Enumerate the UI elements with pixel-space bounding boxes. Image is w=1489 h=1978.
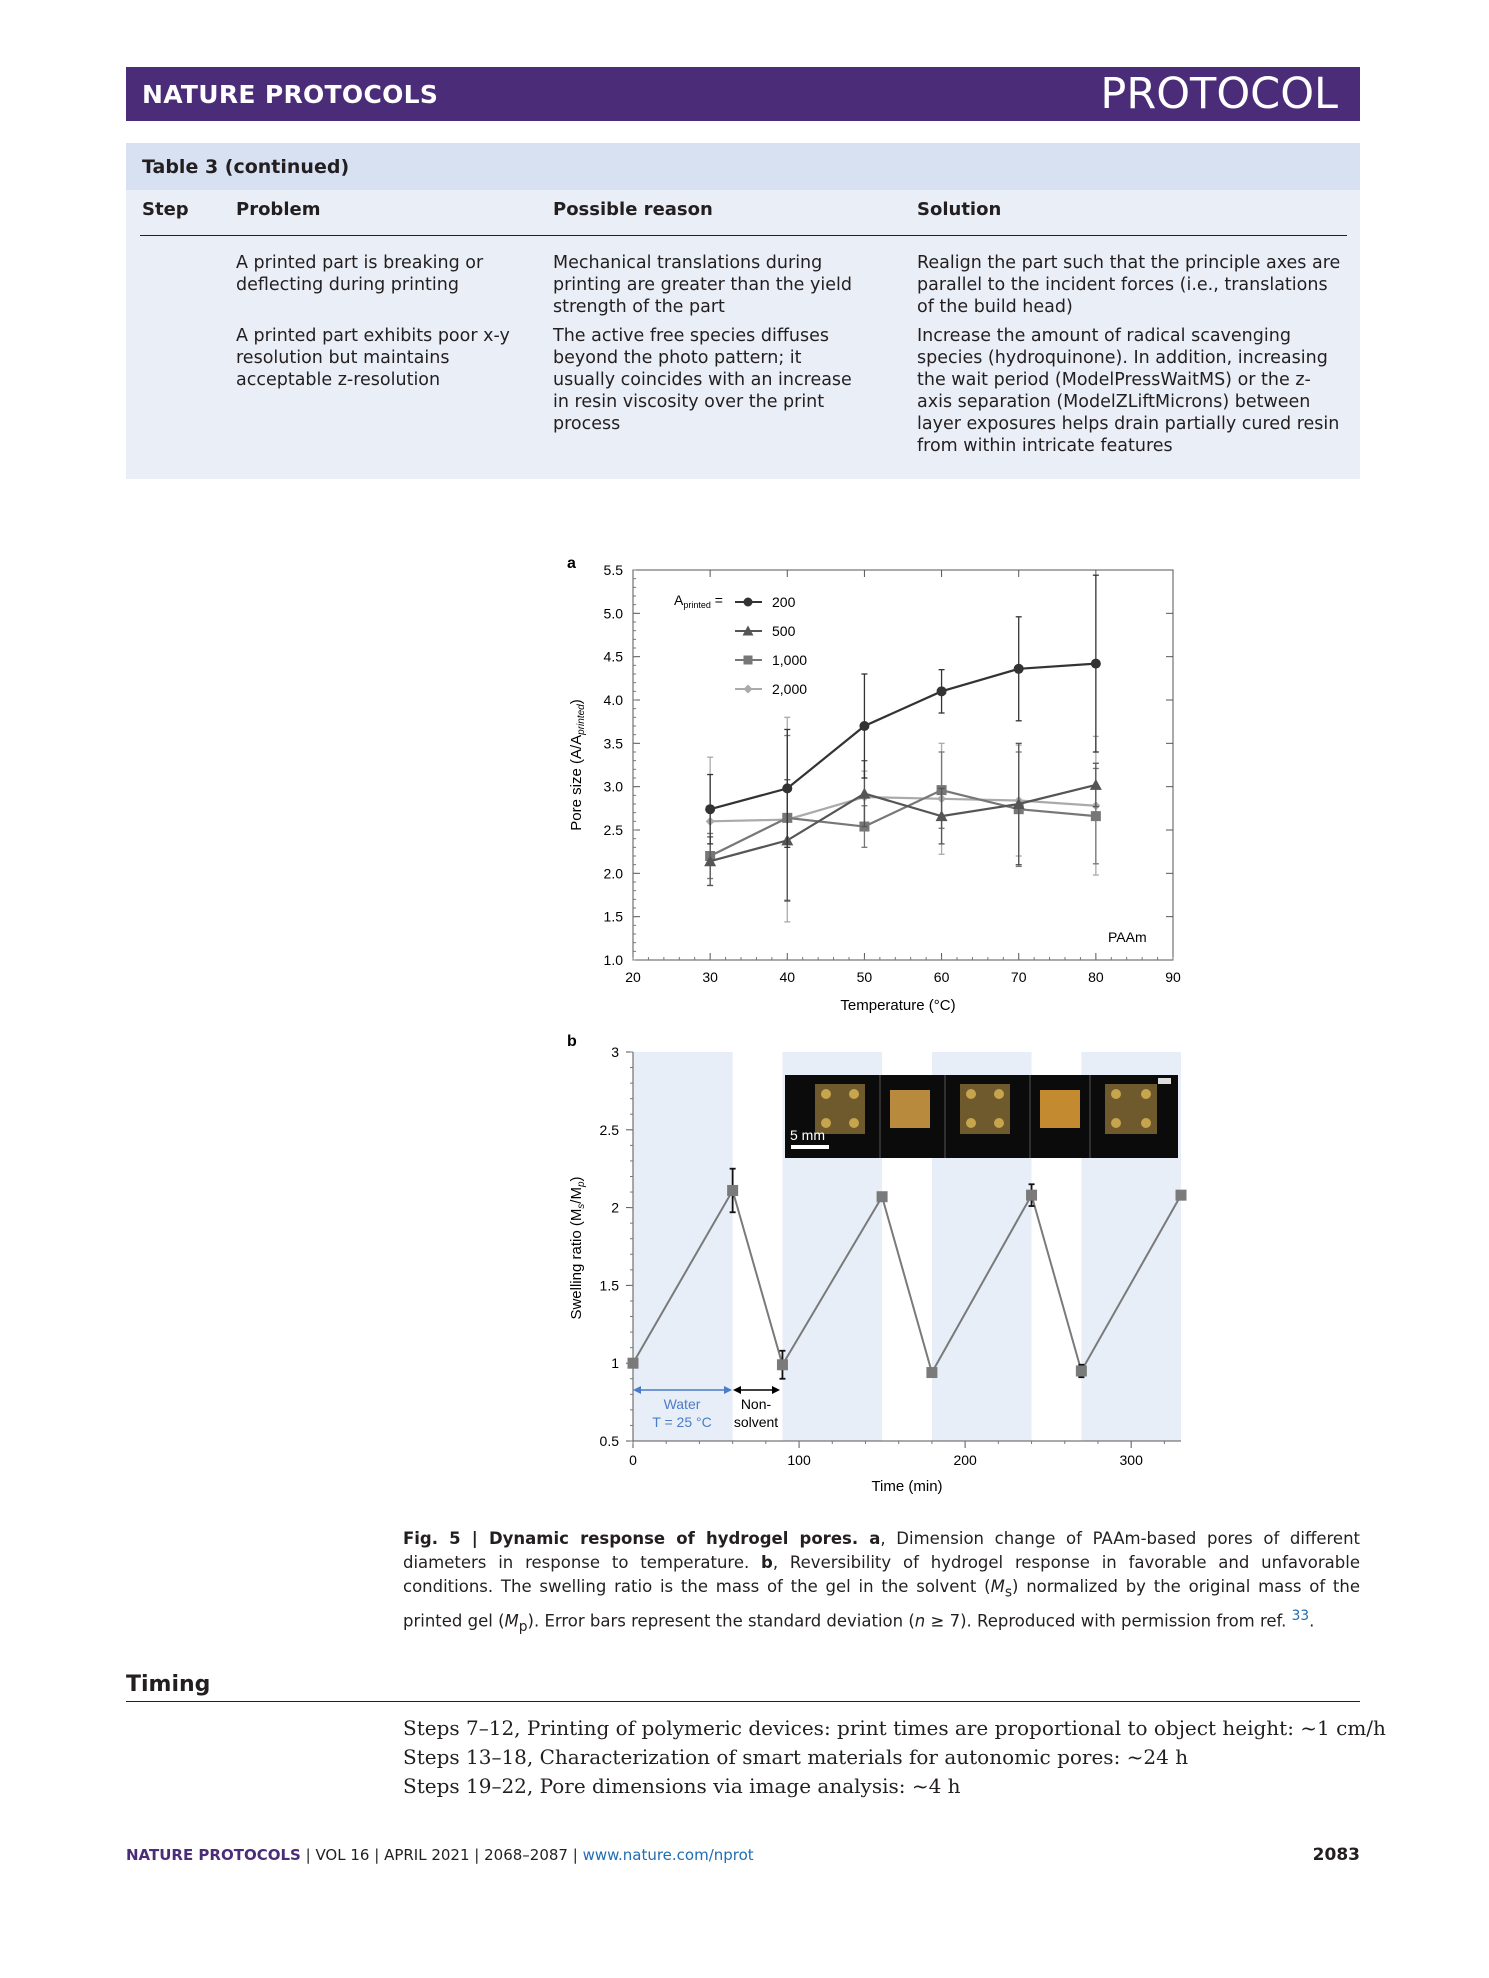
inset-marker bbox=[1158, 1078, 1171, 1084]
caption-text: . bbox=[1309, 1611, 1315, 1631]
x-tick-label: 50 bbox=[856, 969, 873, 985]
chart-a-frame bbox=[633, 570, 1173, 960]
pore-dot bbox=[1141, 1118, 1151, 1128]
footer-journal: NATURE PROTOCOLS bbox=[126, 1846, 301, 1864]
chart-a-annotation: PAAm bbox=[1108, 929, 1147, 945]
legend-label: 200 bbox=[772, 594, 796, 610]
hydrogel-sample-shrunk bbox=[1040, 1090, 1080, 1128]
x-tick-label: 60 bbox=[933, 969, 950, 985]
pore-dot bbox=[1111, 1118, 1121, 1128]
legend-label: 500 bbox=[772, 623, 796, 639]
chart-b-xlabel: Time (min) bbox=[871, 1478, 943, 1495]
timing-heading: Timing bbox=[126, 1672, 211, 1697]
chart-b bbox=[568, 1044, 1187, 1495]
data-point-circle bbox=[705, 804, 715, 814]
pore-dot bbox=[849, 1089, 859, 1099]
table-cell-problem: A printed part exhibits poor x-y resolution but maintains acceptable z-resolution bbox=[236, 326, 510, 390]
data-point-circle bbox=[937, 686, 947, 696]
pore-dot bbox=[849, 1118, 859, 1128]
chart-a-xlabel: Temperature (°C) bbox=[840, 997, 956, 1014]
data-point-square bbox=[727, 1185, 738, 1196]
legend-label: 2,000 bbox=[772, 681, 808, 697]
caption-symbol: M bbox=[990, 1577, 1005, 1596]
y-tick-label: 0.5 bbox=[599, 1433, 619, 1449]
data-point-square bbox=[1091, 811, 1101, 821]
caption-text: ≥ 7). Reproduced with permission from ref. bbox=[925, 1611, 1292, 1631]
caption-text: ) normalized by the original mass of the printed gel ( bbox=[403, 1577, 1361, 1631]
table-cell-solution: Increase the amount of radical scavenging species (hydroquinone). In addition, increasing the wait period (ModelPressWaitMS) or the z-axis separation (ModelZLiftMicrons) between layer exposures helps drain partially cured resin from within intricate features bbox=[917, 326, 1340, 456]
figure-caption bbox=[403, 1527, 1360, 1639]
caption-title: Fig. 5 | Dynamic response of hydrogel pores. a bbox=[403, 1529, 881, 1548]
y-tick-label: 3.5 bbox=[603, 735, 623, 752]
data-point-square bbox=[628, 1358, 639, 1369]
x-tick-label: 90 bbox=[1165, 969, 1181, 985]
journal-name: NATURE PROTOCOLS bbox=[142, 80, 439, 109]
footer-url-link[interactable]: www.nature.com/nprot bbox=[582, 1846, 754, 1864]
y-tick-label: 1.5 bbox=[599, 1277, 619, 1294]
data-point-circle bbox=[859, 721, 869, 731]
caption-text: ). Error bars represent the standard deviation ( bbox=[527, 1611, 915, 1631]
shaded-interval-water bbox=[633, 1052, 733, 1441]
table-cell-solution: Realign the part such that the principle axes are parallel to the incident forces (i.e., translations of the build head) bbox=[917, 253, 1341, 317]
pore-dot bbox=[1141, 1089, 1151, 1099]
footer-date: APRIL 2021 bbox=[384, 1846, 470, 1864]
column-header-problem: Problem bbox=[236, 199, 321, 220]
pore-dot bbox=[994, 1118, 1004, 1128]
pore-dot bbox=[966, 1089, 976, 1099]
y-tick-label: 5.5 bbox=[603, 562, 623, 578]
data-point-square bbox=[744, 656, 753, 665]
footer-volume: VOL 16 bbox=[315, 1846, 370, 1864]
y-tick-label: 1.5 bbox=[603, 908, 623, 925]
scale-bar-label: 5 mm bbox=[790, 1127, 825, 1143]
x-tick-label: 200 bbox=[953, 1452, 977, 1468]
data-point-square bbox=[777, 1359, 788, 1370]
data-point-square bbox=[926, 1367, 937, 1378]
table-cell-reason: Mechanical translations during printing are greater than the yield strength of the part bbox=[553, 253, 852, 317]
panel-label-a: a bbox=[567, 555, 576, 572]
panel-label-b: b bbox=[567, 1033, 577, 1050]
column-header-reason: Possible reason bbox=[553, 199, 713, 220]
pore-dot bbox=[966, 1118, 976, 1128]
chart-a bbox=[568, 562, 1181, 1014]
data-point-circle bbox=[1014, 664, 1024, 674]
nonsolvent-label: solvent bbox=[733, 1414, 779, 1430]
page-number: 2083 bbox=[1312, 1845, 1360, 1865]
data-point-circle bbox=[782, 783, 792, 793]
data-point-square bbox=[1026, 1190, 1037, 1201]
y-tick-label: 2.5 bbox=[603, 822, 623, 838]
pore-dot bbox=[821, 1089, 831, 1099]
timing-line: Steps 19–22, Pore dimensions via image analysis: ~4 h bbox=[403, 1774, 961, 1798]
y-tick-label: 3.0 bbox=[603, 778, 623, 795]
table-cell-problem: A printed part is breaking or deflecting during printing bbox=[236, 253, 484, 295]
hydrogel-sample-shrunk bbox=[890, 1090, 930, 1128]
caption-text: , Reversibility of hydrogel response in favorable and unfavorable conditions. The swelling ratio is the mass of the gel in the solvent ( bbox=[403, 1553, 1360, 1596]
x-tick-label: 80 bbox=[1088, 969, 1104, 985]
x-tick-label: 300 bbox=[1119, 1452, 1143, 1468]
timing-line: Steps 7–12, Printing of polymeric devices: print times are proportional to object height: ~1 cm/h bbox=[403, 1716, 1386, 1740]
x-tick-label: 70 bbox=[1010, 969, 1027, 985]
section-label: PROTOCOL bbox=[1100, 69, 1338, 119]
caption-panel-b: b bbox=[761, 1553, 773, 1572]
table-caption: Table 3 (continued) bbox=[142, 156, 350, 178]
column-header-solution: Solution bbox=[917, 199, 1002, 220]
y-tick-label: 4.5 bbox=[603, 648, 623, 665]
data-point-circle bbox=[1091, 659, 1101, 669]
caption-symbol: M bbox=[504, 1611, 519, 1631]
data-point-square bbox=[1176, 1190, 1187, 1201]
data-point-circle bbox=[744, 598, 753, 607]
pore-dot bbox=[994, 1089, 1004, 1099]
timing-rule bbox=[126, 1701, 1360, 1702]
reference-link[interactable]: 33 bbox=[1291, 1608, 1310, 1625]
inset-micrograph-strip bbox=[785, 1075, 1178, 1158]
y-tick-label: 2.5 bbox=[599, 1121, 619, 1138]
chart-a-ylabel: Pore size $(A/A_{printed})$ bbox=[568, 699, 587, 831]
timing-line: Steps 13–18, Characterization of smart materials for autonomic pores: ~24 h bbox=[403, 1745, 1189, 1769]
y-tick-label: 2 bbox=[611, 1199, 619, 1216]
footer-pages: 2068–2087 bbox=[484, 1846, 568, 1864]
chart-b-ylabel: Swelling ratio $(M_s/M_p)$ bbox=[568, 1176, 587, 1320]
x-tick-label: 40 bbox=[779, 969, 796, 985]
x-tick-label: 0 bbox=[629, 1452, 637, 1468]
y-tick-label: 3 bbox=[611, 1044, 619, 1060]
data-point-square bbox=[877, 1191, 888, 1202]
legend-title: $A_{printed}$ = bbox=[674, 592, 723, 610]
x-tick-label: 100 bbox=[787, 1452, 811, 1468]
y-tick-label: 2.0 bbox=[603, 865, 623, 882]
page-footer: NATURE PROTOCOLS | VOL 16 | APRIL 2021 | 2068–2087 | www.nature.com/nprot bbox=[126, 1846, 754, 1864]
caption-text: , Dimension change of PAAm-based pores of different diameters in response to temperature. bbox=[403, 1529, 1360, 1572]
caption-subscript: s bbox=[1004, 1584, 1012, 1601]
x-tick-label: 20 bbox=[625, 969, 641, 985]
column-header-step: Step bbox=[142, 199, 189, 220]
data-point-square bbox=[1076, 1365, 1087, 1376]
scale-bar bbox=[791, 1145, 829, 1149]
table-cell-reason: The active free species diffuses beyond the photo pattern; it usually coincides with an increase in resin viscosity over the print process bbox=[553, 326, 852, 434]
caption-subscript: p bbox=[518, 1619, 528, 1636]
x-tick-label: 30 bbox=[702, 969, 718, 985]
pore-dot bbox=[1111, 1089, 1121, 1099]
y-tick-label: 5.0 bbox=[603, 605, 623, 622]
caption-symbol: n bbox=[914, 1611, 926, 1631]
y-tick-label: 1.0 bbox=[603, 952, 623, 968]
y-tick-label: 4.0 bbox=[603, 692, 623, 708]
water-label: Water bbox=[663, 1396, 701, 1412]
legend-label: 1,000 bbox=[772, 652, 808, 668]
y-tick-label: 1 bbox=[611, 1355, 619, 1372]
nonsolvent-label: Non- bbox=[740, 1396, 772, 1412]
temperature-label: T = 25 °C bbox=[652, 1414, 712, 1430]
